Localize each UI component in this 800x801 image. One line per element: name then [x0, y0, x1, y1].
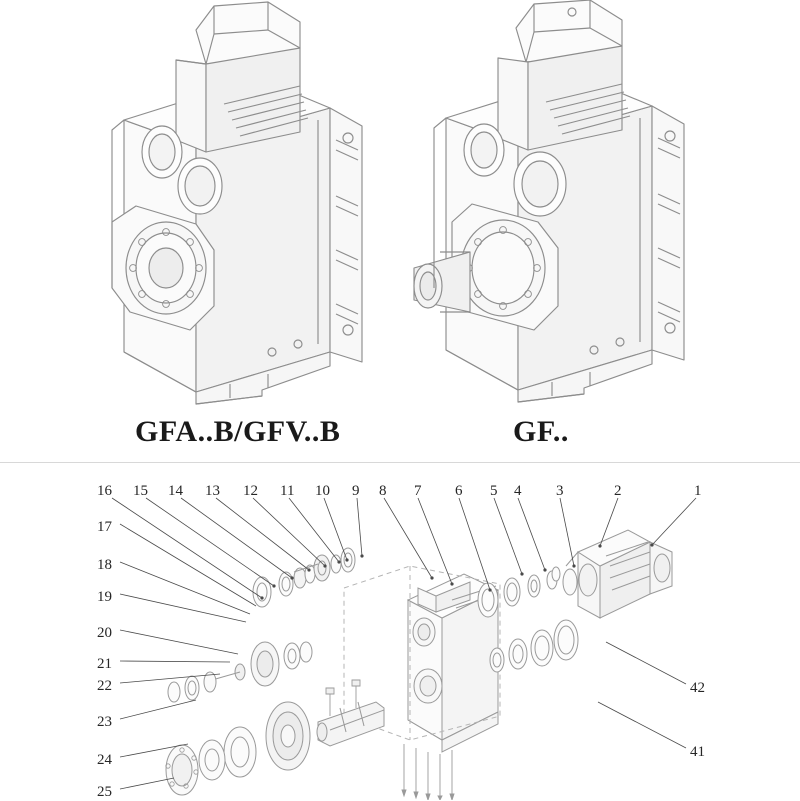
caption-left: GFA..B/GFV..B [135, 415, 341, 448]
callout-number-5: 5 [490, 483, 498, 499]
gearbox-illustration-left [112, 2, 362, 404]
callout-number-23: 23 [97, 714, 112, 730]
caption-right: GF.. [513, 415, 569, 448]
callout-number-18: 18 [97, 557, 112, 573]
callout-number-9: 9 [352, 483, 360, 499]
callout-number-22: 22 [97, 678, 112, 694]
callout-number-2: 2 [614, 483, 622, 499]
callout-number-3: 3 [556, 483, 564, 499]
callout-number-15: 15 [133, 483, 148, 499]
callout-number-8: 8 [379, 483, 387, 499]
callout-number-42: 42 [690, 680, 705, 696]
exploded-gear-middle [168, 642, 312, 702]
callout-number-16: 16 [97, 483, 112, 499]
callout-number-10: 10 [315, 483, 330, 499]
exploded-rings-left-top [253, 548, 355, 607]
callout-number-20: 20 [97, 625, 112, 641]
callout-number-6: 6 [455, 483, 463, 499]
callout-number-41: 41 [690, 744, 705, 760]
callout-number-21: 21 [97, 656, 112, 672]
callout-number-12: 12 [243, 483, 258, 499]
callout-number-1: 1 [694, 483, 702, 499]
gearbox-illustration-right [414, 0, 684, 402]
exploded-diagram [112, 498, 696, 800]
exploded-gear-large [166, 702, 384, 795]
callout-number-14: 14 [168, 483, 183, 499]
callout-number-25: 25 [97, 784, 112, 800]
callout-number-11: 11 [280, 483, 295, 499]
callout-number-4: 4 [514, 483, 522, 499]
callout-number-7: 7 [414, 483, 422, 499]
section-divider [0, 462, 800, 463]
leader-lines-right [598, 642, 686, 748]
callout-number-24: 24 [97, 752, 112, 768]
exploded-motor-adapter [563, 530, 672, 618]
callout-number-13: 13 [205, 483, 220, 499]
callout-number-17: 17 [97, 519, 112, 535]
callout-number-19: 19 [97, 589, 112, 605]
